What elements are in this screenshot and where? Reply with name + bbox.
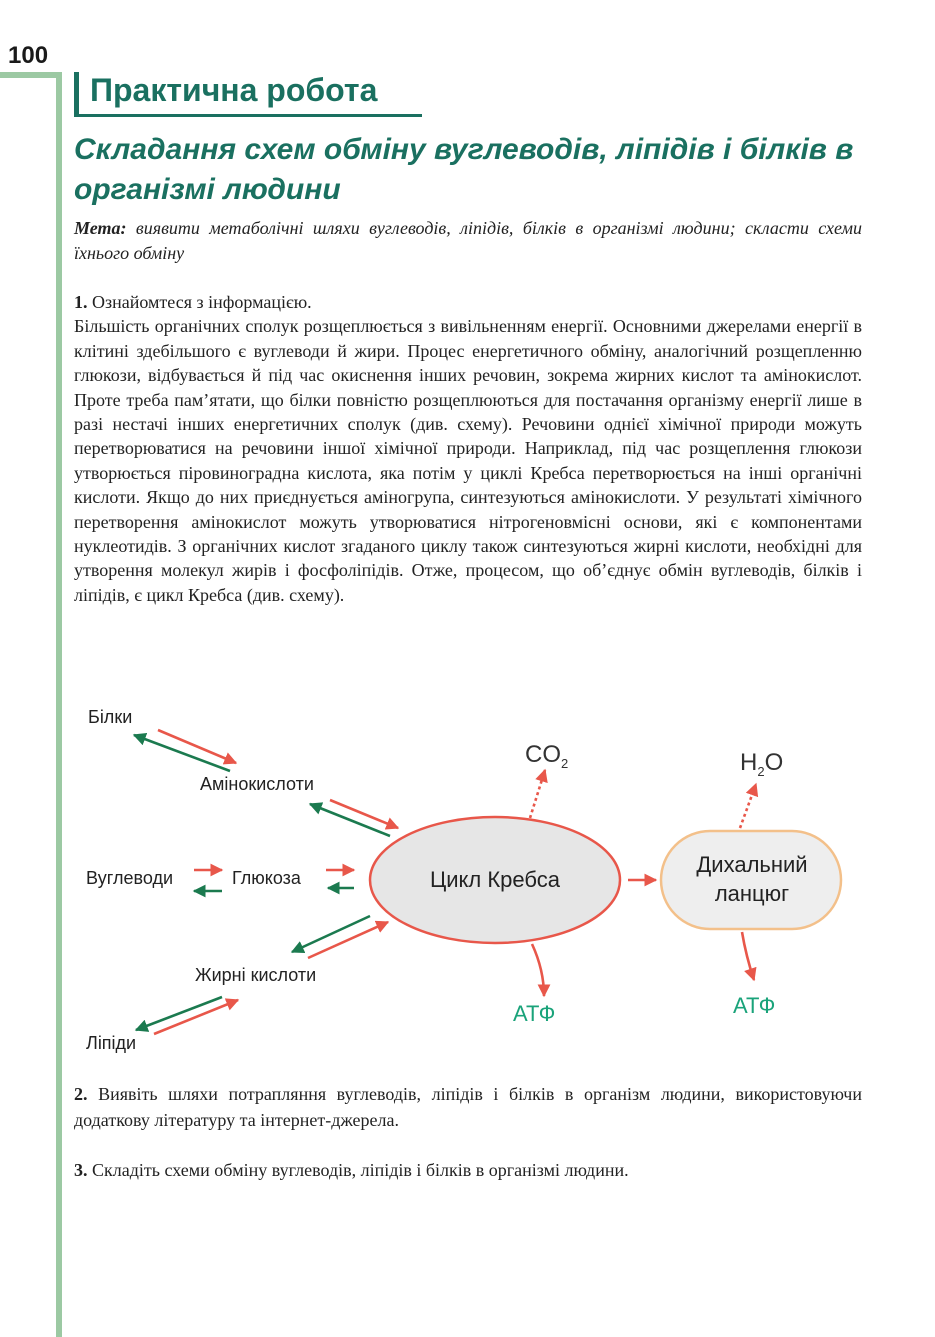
h2o-subscript: 2: [757, 764, 765, 779]
task-1-heading: [74, 290, 862, 314]
krebs-cycle-label: Цикл Кребса: [429, 867, 561, 892]
task-2-number: 2.: [74, 1084, 88, 1104]
section-label: Практична робота: [90, 72, 378, 108]
task-1-heading-text: Ознайомтеся з інформацією.: [87, 292, 312, 312]
margin-decoration: [0, 72, 62, 1337]
h2o-h: H: [740, 749, 758, 776]
page-title: Складання схем обміну вуглеводів, ліпідів і білків в організмі людини: [74, 133, 854, 206]
goal-label: Мета:: [74, 218, 127, 238]
task-3-text: Складіть схеми обміну вуглеводів, ліпідів і білків в організмі людини.: [87, 1160, 629, 1180]
metabolism-diagram: [70, 700, 870, 1060]
arrow-chain-to-h2o: [740, 784, 756, 828]
goal-text: виявити метаболічні шляхи вуглеводів, ліпідів, білків в організмі людини; скласти схеми їхнього обміну: [74, 218, 862, 263]
task-3: [74, 1157, 862, 1183]
arrow-krebs-to-co2: [530, 770, 545, 818]
h2o-o: O: [764, 749, 784, 776]
h2o-label: [740, 749, 783, 779]
respiratory-chain-line2: ланцюг: [714, 881, 790, 906]
label-fatty-acids: Жирні кислоти: [195, 965, 317, 985]
goal-paragraph: [74, 216, 862, 266]
label-glucose: Глюкоза: [232, 868, 301, 888]
task-1: [74, 290, 862, 607]
margin-bar-side: [56, 72, 62, 1337]
section-heading-underline: [74, 114, 422, 117]
task-1-number: 1.: [74, 292, 88, 312]
task-3-number: 3.: [74, 1160, 88, 1180]
arrow-chain-to-atp: [742, 932, 754, 980]
arrow-amino-to-krebs: [330, 800, 398, 828]
arrow-krebs-to-atp: [532, 944, 544, 996]
respiratory-chain-node: [661, 831, 841, 929]
label-lipids: Ліпіди: [86, 1033, 137, 1053]
atp-left-label: АТФ: [513, 1001, 556, 1026]
label-proteins: Білки: [88, 707, 133, 727]
label-amino-acids: Амінокислоти: [200, 774, 314, 794]
section-heading-bar: [74, 72, 79, 116]
co2-main: CO: [525, 741, 561, 768]
label-carbohydrates: Вуглеводи: [86, 868, 174, 888]
atp-right-label: АТФ: [733, 993, 776, 1018]
respiratory-chain-line1: Дихальний: [696, 852, 808, 877]
co2-subscript: 2: [561, 756, 569, 771]
task-2-text: Виявіть шляхи потрапляння вуглеводів, ліпідів і білків в організм людини, використовуючи додаткову літературу та інтернет-джерела.: [74, 1084, 862, 1130]
task-1-body: Більшість органічних сполук розщеплюється з вивільненням енергії. Основними джерелами енергії в клітині здебільшого є вуглеводи й жири. Процес енергетичного обміну, аналогічний розщепленню глюкози, відбувається й під час окиснення інших речовин, зокрема жирних кислот та амінокислот. Проте треба пам’ятати, що білки повністю розщеплюються для постачання організму енергії лише в разі нестачі інших енергетичних сполук (див. схему). Речовини однієї хімічної природи можуть перетворюватися на речовини іншої хімічної природи. Наприклад, під час розщеплення глюкози утворюється піровиноградна кислота, яка потім у циклі Кребса перетворюється на інші органічні кислоти. Якщо до них приєднується аміногрупа, синтезуються амінокислоти. У результаті хімічного перетворення амінокислот можуть утворюватися нітрогеновмісні основи, які є компонентами нуклеотидів. З органічних кислот згаданого циклу також синтезуються жирні кислоти, необхідні для утворення молекул жирів і фосфоліпідів. Отже, процесом, що об’єднує обмін вуглеводів, білків і ліпідів, є цикл Кребса (див. схему).: [74, 316, 862, 605]
margin-bar-top: [0, 72, 62, 78]
co2-label: [525, 741, 568, 771]
task-2: [74, 1081, 862, 1133]
page-number: 100: [8, 42, 49, 69]
